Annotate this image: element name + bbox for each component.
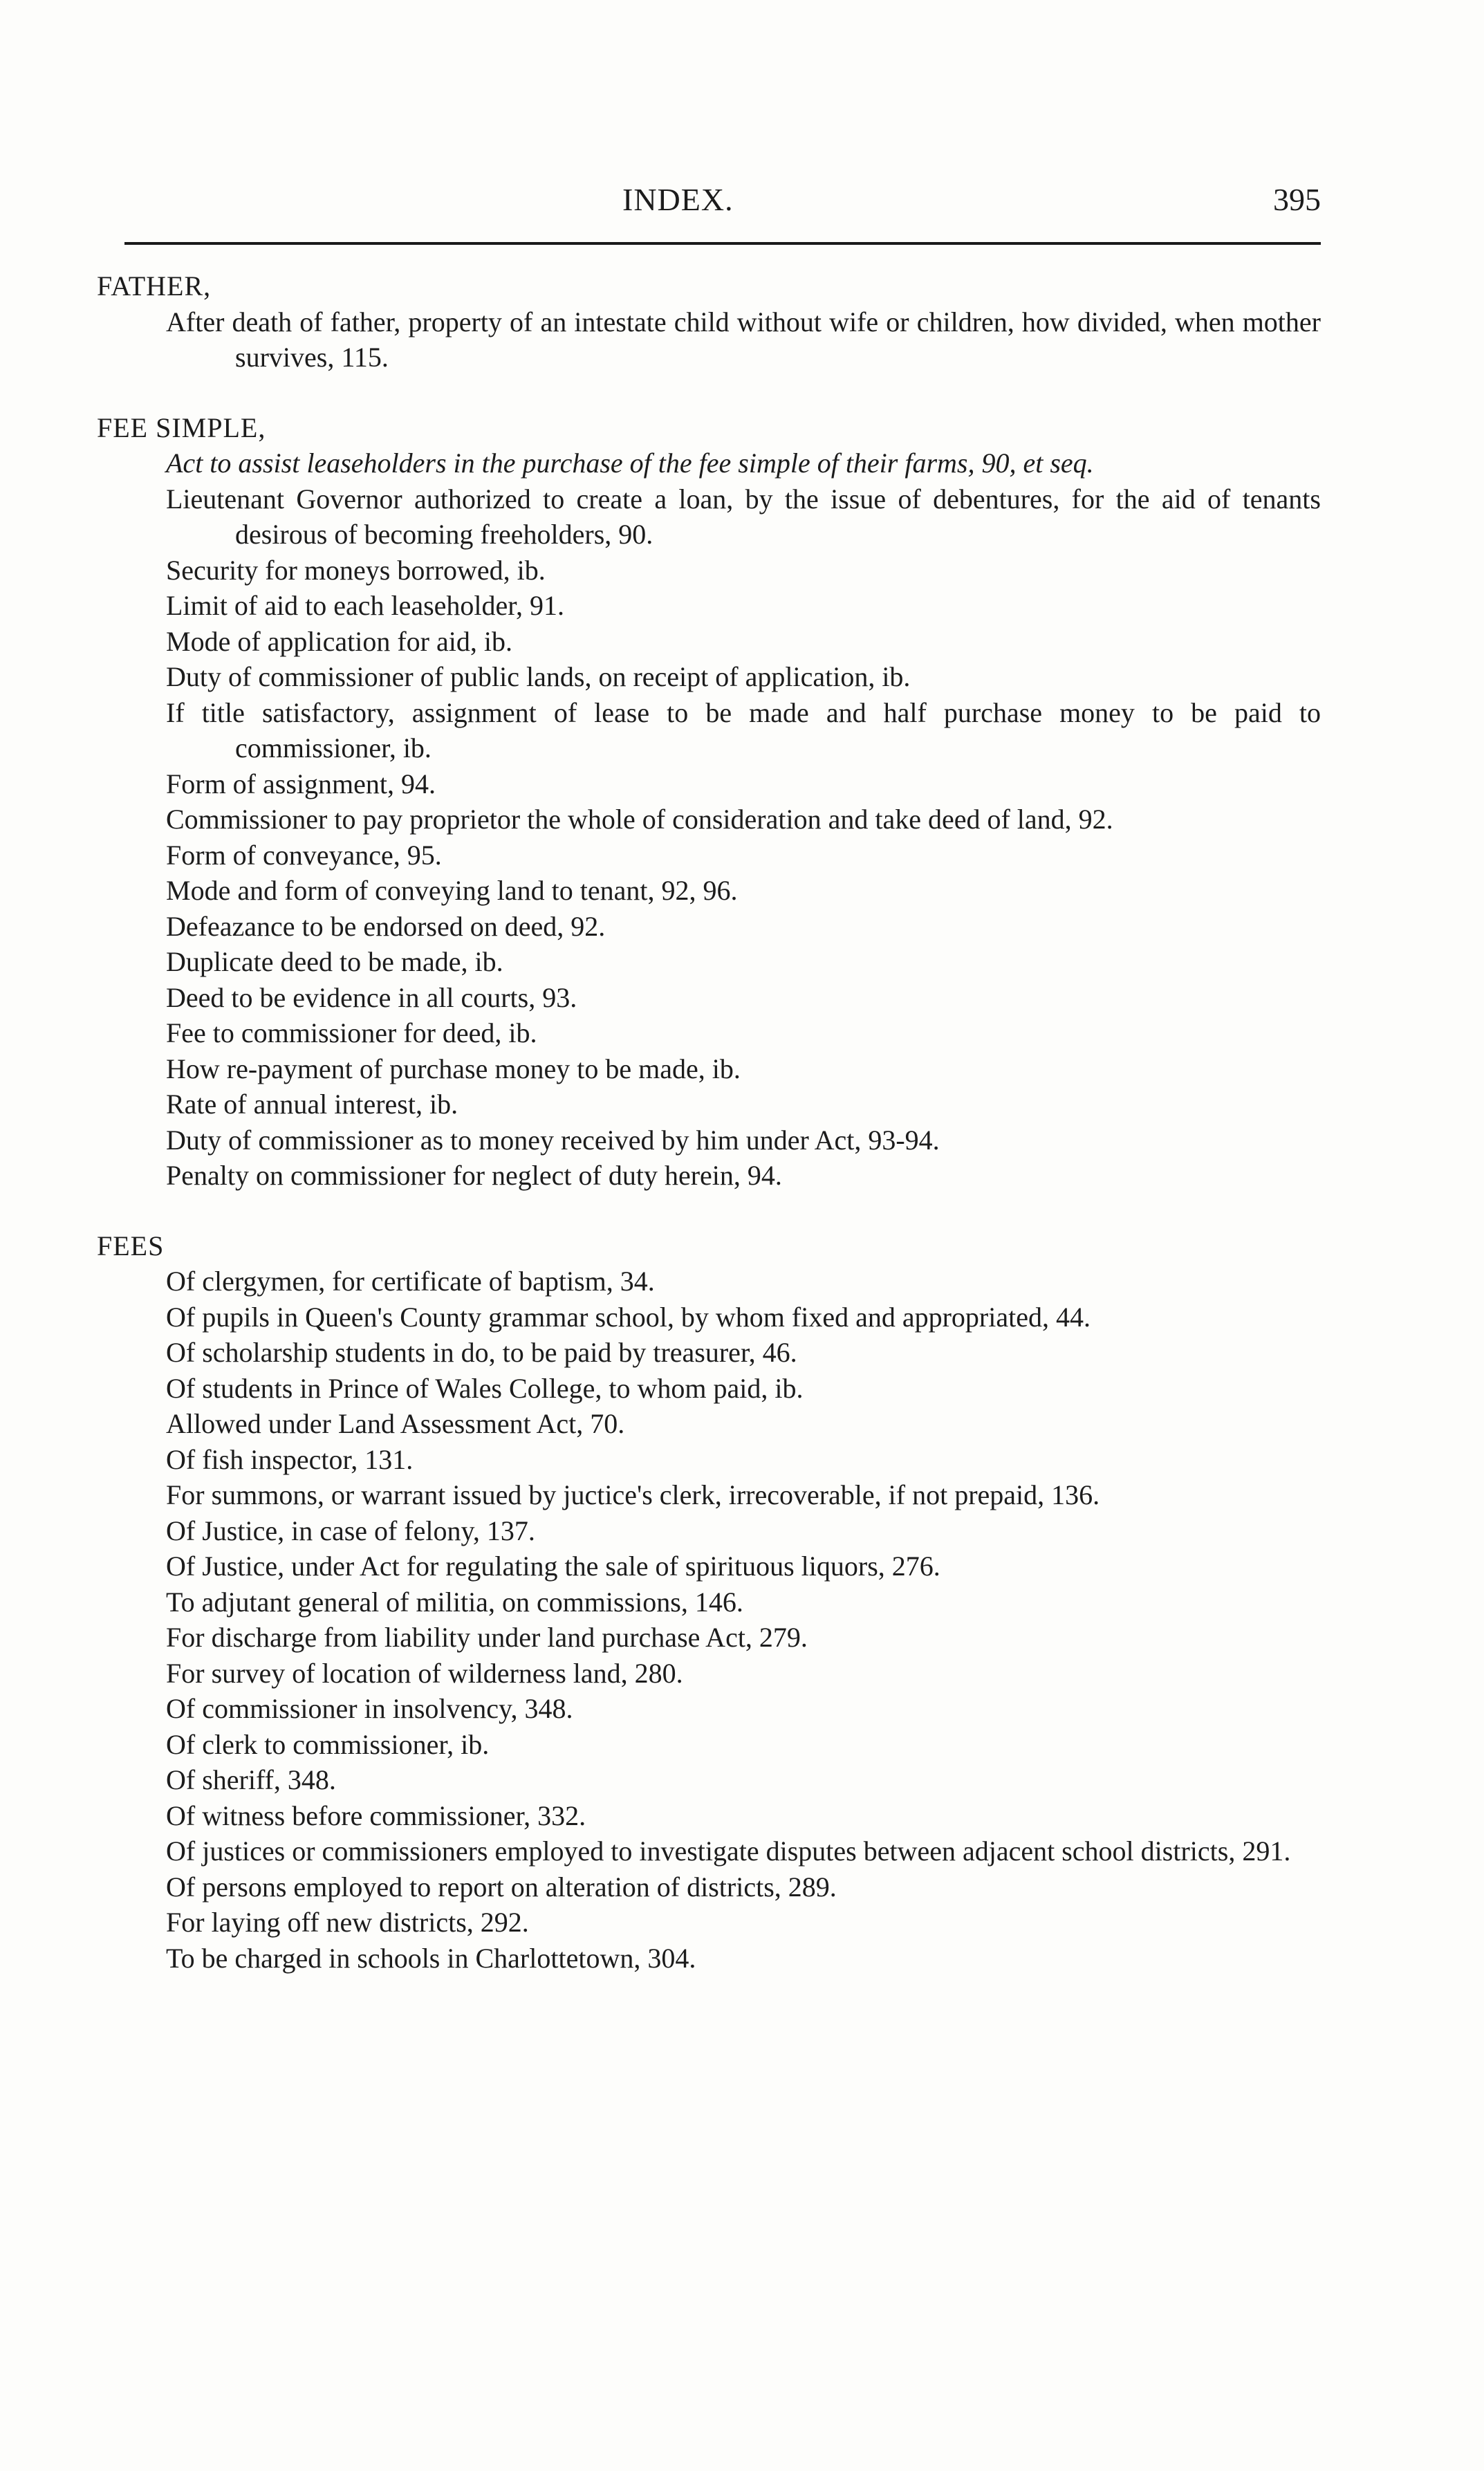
entry-list	[97, 445, 1321, 1194]
index-entry: Security for moneys borrowed, ib.	[166, 554, 546, 586]
entry-list	[97, 1264, 1321, 1976]
index-entry: Of fish inspector, 131.	[166, 1443, 414, 1475]
index-entry: How re-payment of purchase money to be made, ib.	[166, 1053, 741, 1084]
index-entry: If title satisfactory, assignment of lease to be made and half purchase money to be paid to commissioner, ib.	[166, 696, 1321, 763]
index-entry: Penalty on commissioner for neglect of duty herein, 94.	[166, 1160, 782, 1191]
index-entry: Fee to commissioner for deed, ib.	[166, 1017, 537, 1048]
index-entry: Act to assist leaseholders in the purchase of the fee simple of their farms, 90, et seq.	[166, 447, 1094, 479]
index-entry: Of persons employed to report on alteration of districts, 289.	[166, 1871, 837, 1903]
index-entry: Of Justice, in case of felony, 137.	[166, 1515, 535, 1546]
index-section-fee-simple	[97, 410, 1321, 1194]
header-rule	[124, 242, 1321, 245]
index-entry: Defeazance to be endorsed on deed, 92.	[166, 910, 606, 942]
index-entry: Mode and form of conveying land to tenant, 92, 96.	[166, 875, 738, 906]
section-heading: FEE SIMPLE,	[97, 411, 266, 443]
index-entry: Of scholarship students in do, to be paid by treasurer, 46.	[166, 1337, 797, 1368]
index-entry: Of justices or commissioners employed to investigate disputes between adjacent school districts, 291.	[166, 1835, 1291, 1867]
index-entry: Of clerk to commissioner, ib.	[166, 1728, 490, 1760]
section-heading: FATHER,	[97, 270, 212, 302]
running-title: INDEX.	[622, 182, 734, 217]
index-entry: Rate of annual interest, ib.	[166, 1089, 458, 1120]
page-header	[124, 181, 1321, 237]
index-entry: For laying off new districts, 292.	[166, 1907, 529, 1938]
index-entry: Lieutenant Governor authorized to create a loan, by the issue of debentures, for the aid of tenants desirous of becoming freeholders, 90.	[166, 483, 1321, 550]
index-entry: Form of conveyance, 95.	[166, 839, 442, 871]
index-section-father	[97, 268, 1321, 376]
index-entry: Of pupils in Queen's County grammar school, by whom fixed and appropriated, 44.	[166, 1301, 1091, 1333]
index-entry: Allowed under Land Assessment Act, 70.	[166, 1408, 625, 1439]
index-entry: To be charged in schools in Charlottetown, 304.	[166, 1942, 696, 1974]
page-number: 395	[1273, 182, 1321, 217]
index-entry: Mode of application for aid, ib.	[166, 625, 512, 657]
index-entry: Duplicate deed to be made, ib.	[166, 946, 503, 977]
index-entry: For summons, or warrant issued by juctice's clerk, irrecoverable, if not prepaid, 136.	[166, 1479, 1100, 1510]
index-entry: Of witness before commissioner, 332.	[166, 1799, 586, 1831]
index-entry: For survey of location of wilderness land, 280.	[166, 1657, 683, 1689]
section-heading: FEES	[97, 1230, 165, 1261]
index-content	[97, 268, 1321, 2010]
index-entry: Duty of commissioner of public lands, on receipt of application, ib.	[166, 661, 911, 692]
index-entry: Of commissioner in insolvency, 348.	[166, 1693, 573, 1724]
index-entry: Limit of aid to each leaseholder, 91.	[166, 590, 564, 621]
index-section-fees	[97, 1228, 1321, 1977]
index-entry: For discharge from liability under land purchase Act, 279.	[166, 1622, 808, 1653]
entry-list	[97, 304, 1321, 376]
index-entry: Of Justice, under Act for regulating the sale of spirituous liquors, 276.	[166, 1551, 940, 1582]
index-entry: Of sheriff, 348.	[166, 1764, 336, 1795]
index-entry: Deed to be evidence in all courts, 93.	[166, 981, 577, 1013]
index-entry: After death of father, property of an intestate child without wife or children, how divided, when mother survives, 115.	[166, 306, 1321, 373]
index-entry: Commissioner to pay proprietor the whole of consideration and take deed of land, 92.	[166, 804, 1113, 835]
index-entry: Of students in Prince of Wales College, to whom paid, ib.	[166, 1372, 804, 1404]
index-entry: Of clergymen, for certificate of baptism, 34.	[166, 1266, 655, 1297]
index-entry: Duty of commissioner as to money received by him under Act, 93-94.	[166, 1124, 940, 1156]
index-entry: To adjutant general of militia, on commissions, 146.	[166, 1586, 743, 1618]
index-entry: Form of assignment, 94.	[166, 768, 436, 799]
